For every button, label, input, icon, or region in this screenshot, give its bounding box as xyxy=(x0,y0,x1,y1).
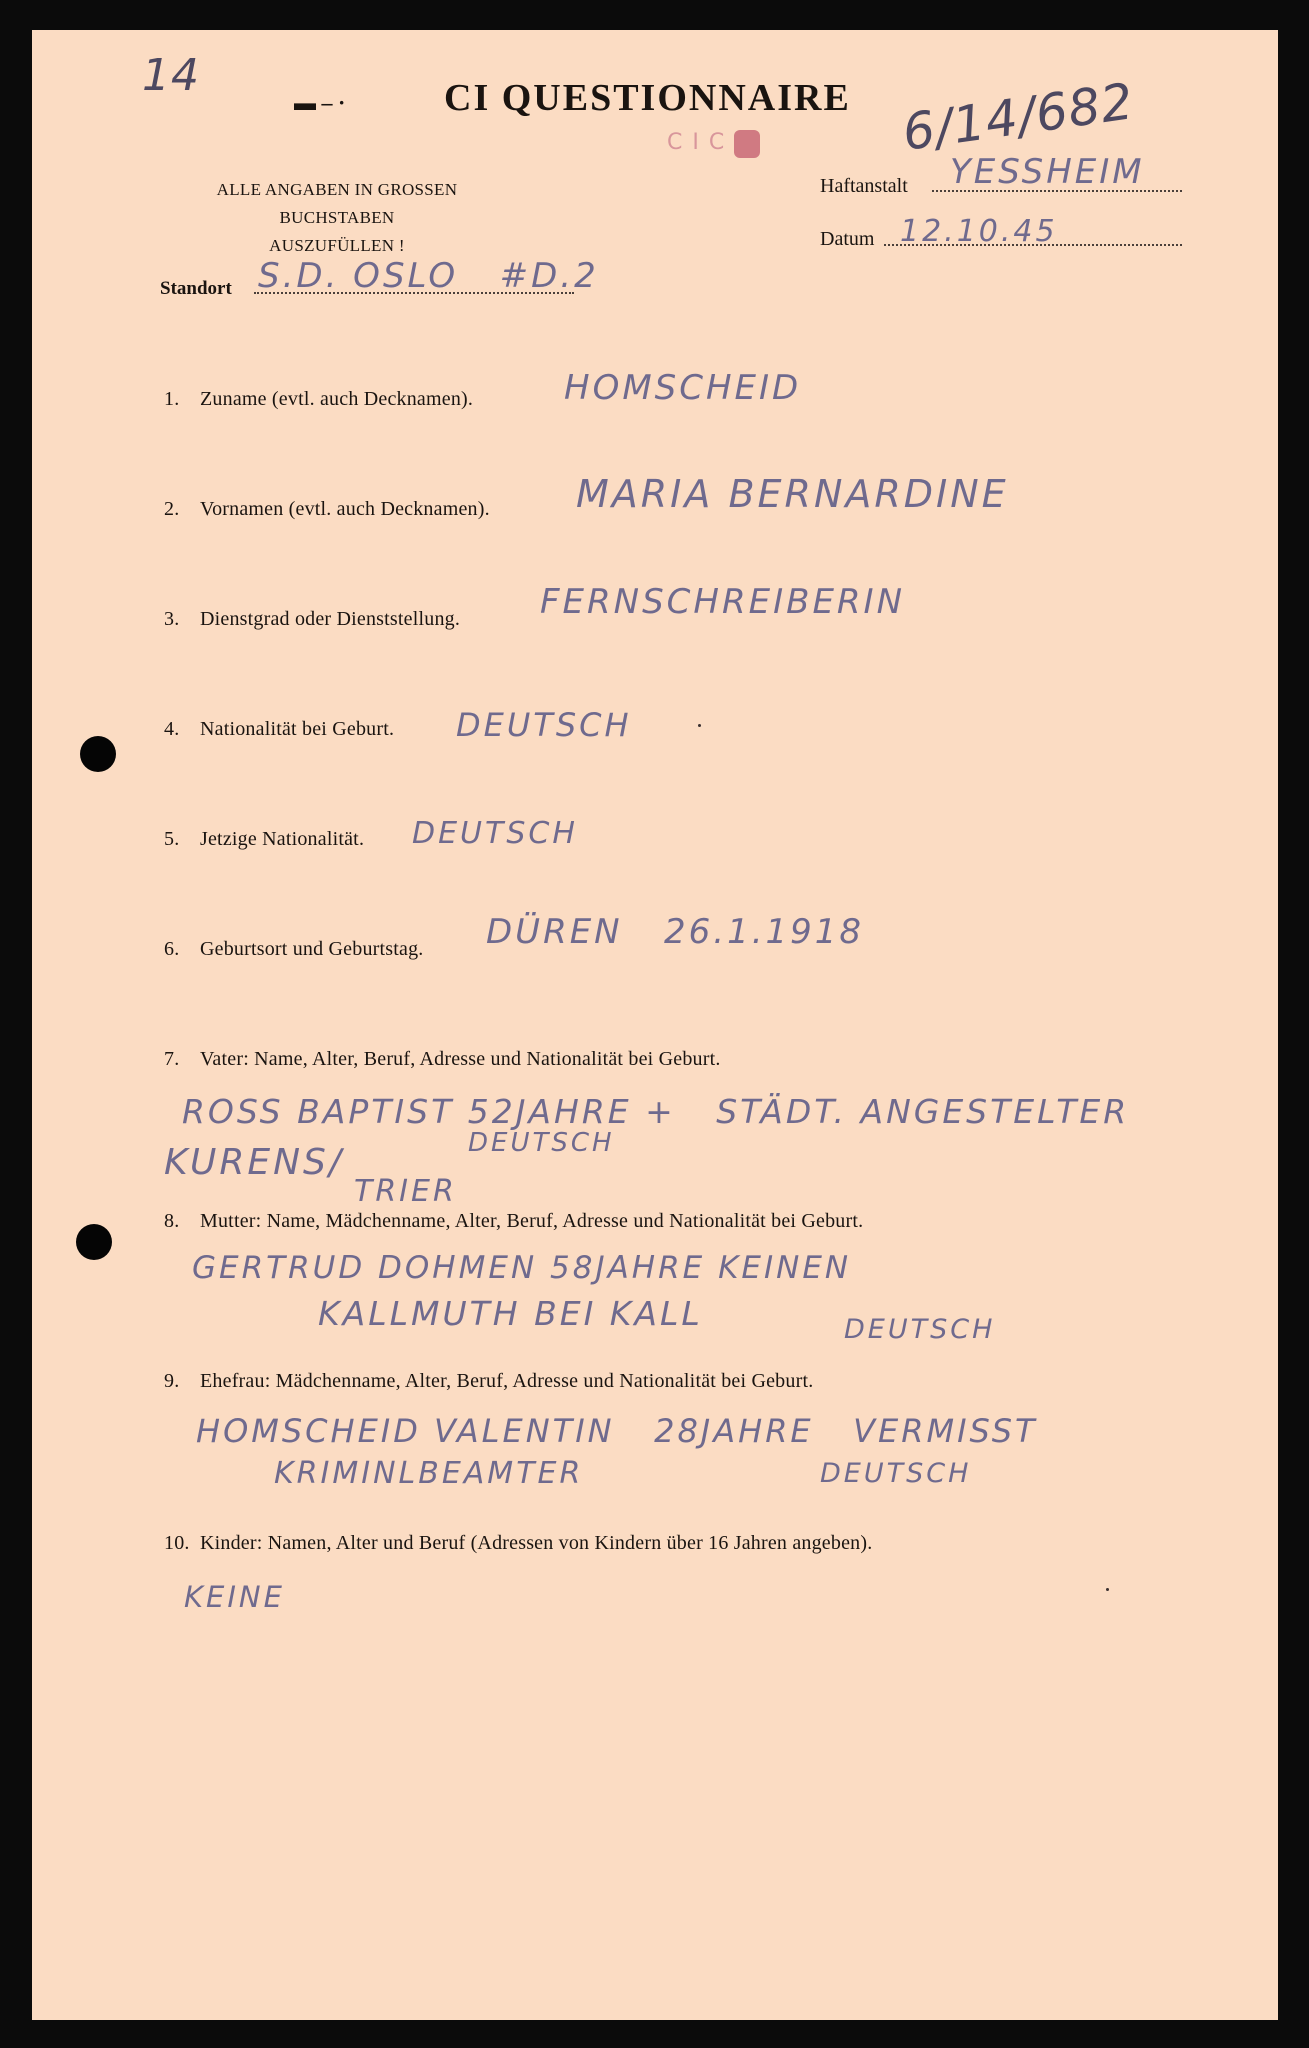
answer-8-line-2: KALLMUTH BEI KALL xyxy=(318,1294,703,1333)
answer-9-line-1: HOMSCHEID VALENTIN 28JAHRE VERMISST xyxy=(196,1412,1038,1450)
question-text: Ehefrau: Mädchenname, Alter, Beruf, Adresse und Nationalität bei Geburt. xyxy=(200,1370,814,1392)
form-title: CI QUESTIONNAIRE xyxy=(444,77,851,119)
question-1 xyxy=(164,388,473,411)
question-text: Nationalität bei Geburt. xyxy=(200,718,395,740)
question-number: 9. xyxy=(164,1370,180,1392)
question-number: 5. xyxy=(164,828,180,850)
standort-value: S.D. OSLO #D.2 xyxy=(258,256,599,296)
question-number: 4. xyxy=(164,718,180,740)
answer-7-line-1: ROSS BAPTIST 52JAHRE + STÄDT. ANGESTELTER xyxy=(182,1092,1130,1131)
ink-dot xyxy=(698,724,701,727)
page-number: 14 xyxy=(142,50,200,101)
haftanstalt-label: Haftanstalt xyxy=(820,175,908,197)
question-7 xyxy=(164,1048,721,1071)
datum-value: 12.10.45 xyxy=(900,214,1058,249)
answer-1: HOMSCHEID xyxy=(564,368,802,408)
punch-hole-top xyxy=(80,736,116,772)
answer-5: DEUTSCH xyxy=(412,816,578,851)
question-3 xyxy=(164,608,460,631)
question-text: Mutter: Name, Mädchenname, Alter, Beruf, Adresse und Nationalität bei Geburt. xyxy=(200,1210,864,1232)
question-text: Dienstgrad oder Dienststellung. xyxy=(200,608,461,630)
answer-7-place-2: TRIER xyxy=(354,1174,457,1209)
question-number: 7. xyxy=(164,1048,180,1070)
answer-9-line-2: KRIMINLBEAMTER xyxy=(274,1456,584,1491)
punch-hole-bottom xyxy=(76,1224,112,1260)
question-8 xyxy=(164,1210,863,1233)
question-number: 10. xyxy=(164,1532,190,1554)
header-dash: ▬ – · xyxy=(294,90,346,115)
haftanstalt-value: YESSHEIM xyxy=(950,152,1145,192)
question-5 xyxy=(164,828,364,851)
standort-label: Standort xyxy=(160,278,232,299)
question-number: 1. xyxy=(164,388,180,410)
reference-number: 6/14/682 xyxy=(899,72,1138,162)
answer-8-line-1: GERTRUD DOHMEN 58JAHRE KEINEN xyxy=(192,1250,852,1286)
answer-4: DEUTSCH xyxy=(456,706,632,744)
questionnaire-sheet xyxy=(32,30,1278,2020)
question-4 xyxy=(164,718,394,741)
question-6 xyxy=(164,938,424,961)
cic-stamp: CIC xyxy=(667,130,735,155)
question-text: Geburtsort und Geburtstag. xyxy=(200,938,424,960)
question-number: 6. xyxy=(164,938,180,960)
question-number: 3. xyxy=(164,608,180,630)
answer-8-nationality: DEUTSCH xyxy=(844,1314,996,1345)
question-9 xyxy=(164,1370,813,1393)
question-text: Zuname (evtl. auch Decknamen). xyxy=(200,388,474,410)
instruction-line-2: AUSZUFÜLLEN ! xyxy=(269,236,405,255)
question-text: Vater: Name, Alter, Beruf, Adresse und Nationalität bei Geburt. xyxy=(200,1048,721,1070)
answer-7-place-1: KURENS/ xyxy=(164,1142,344,1183)
stamp-ink-mark xyxy=(734,130,760,158)
question-text: Vornamen (evtl. auch Decknamen). xyxy=(200,498,490,520)
instructions xyxy=(162,176,512,260)
datum-label: Datum xyxy=(820,228,875,250)
question-text: Jetzige Nationalität. xyxy=(200,828,365,850)
answer-3: FERNSCHREIBERIN xyxy=(540,582,906,622)
answer-6: DÜREN 26.1.1918 xyxy=(486,912,865,952)
question-2 xyxy=(164,498,490,521)
question-number: 8. xyxy=(164,1210,180,1232)
instruction-line-1: ALLE ANGABEN IN GROSSEN BUCHSTABEN xyxy=(216,180,458,227)
question-10 xyxy=(164,1532,872,1555)
ink-dot xyxy=(1106,1588,1109,1591)
question-number: 2. xyxy=(164,498,180,520)
answer-2: MARIA BERNARDINE xyxy=(576,472,1009,516)
answer-7-nationality: DEUTSCH xyxy=(468,1128,615,1158)
answer-9-nationality: DEUTSCH xyxy=(820,1458,972,1489)
answer-10: KEINE xyxy=(184,1580,285,1614)
question-text: Kinder: Namen, Alter und Beruf (Adressen von Kindern über 16 Jahren angeben). xyxy=(200,1532,873,1554)
